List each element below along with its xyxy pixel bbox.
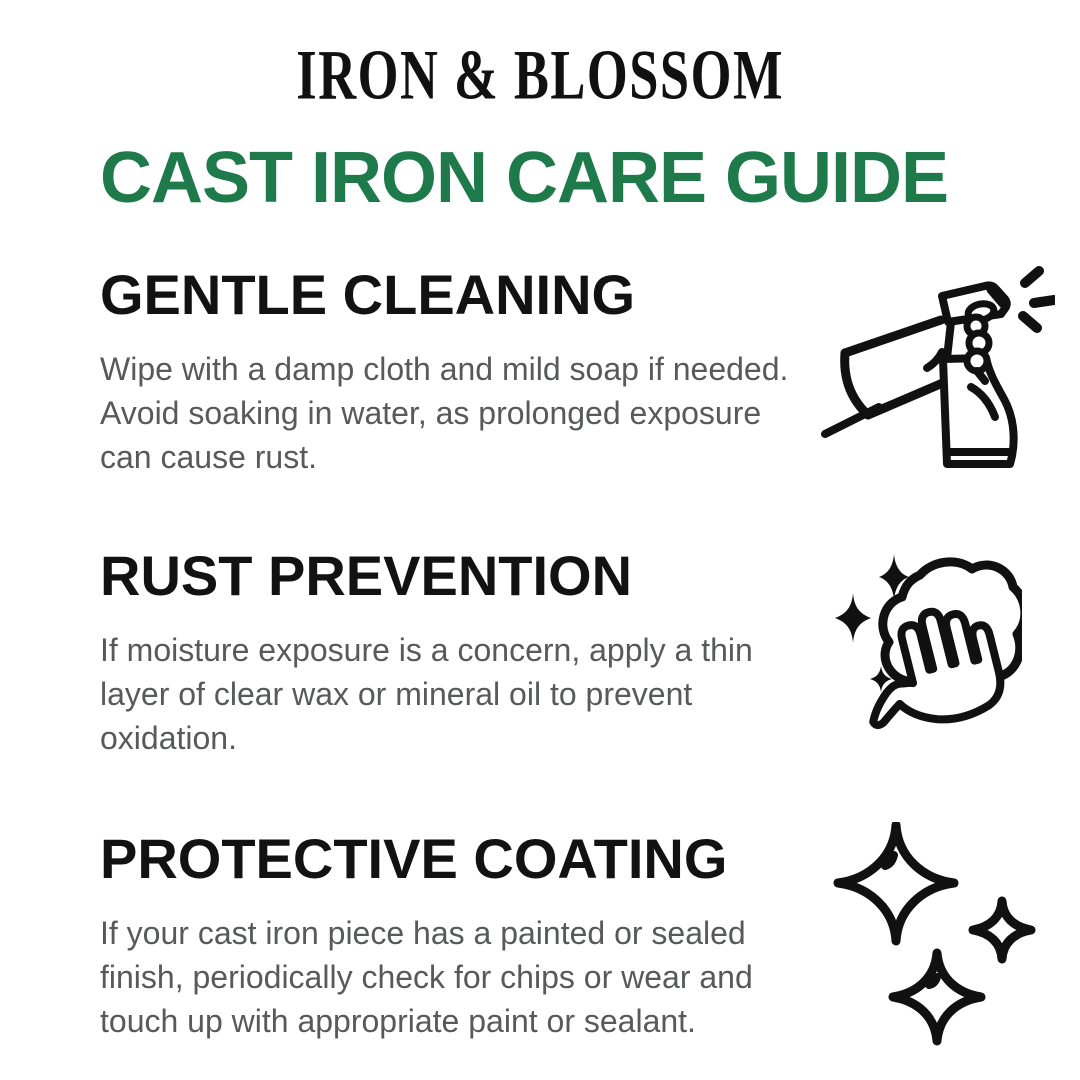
page-title: CAST IRON CARE GUIDE xyxy=(100,138,949,218)
section-heading: PROTECTIVE COATING xyxy=(100,826,728,890)
section-text xyxy=(100,263,815,479)
hand xyxy=(851,599,1008,734)
spray-burst xyxy=(1023,271,1054,328)
medium-sparkle xyxy=(893,953,981,1041)
brand-header xyxy=(70,36,1010,116)
hand-wiping-cloth-icon xyxy=(827,539,1022,734)
small-sparkle xyxy=(973,901,1031,959)
large-sparkle xyxy=(838,825,954,941)
section-body: Wipe with a damp cloth and mild soap if needed. Avoid soaking in water, as prolonged exposure can cause rust. xyxy=(100,350,789,475)
section-heading: RUST PREVENTION xyxy=(100,544,633,607)
arm-sleeve xyxy=(825,320,952,434)
section-rust-prevention xyxy=(100,544,1040,760)
section-heading: GENTLE CLEANING xyxy=(100,263,636,326)
spray-bottle-in-hand-icon xyxy=(815,266,1055,481)
brand-wordmark: IRON & BLOSSOM xyxy=(296,36,784,115)
section-text xyxy=(100,544,815,760)
sparkles-icon xyxy=(833,822,1048,1052)
section-protective-coating xyxy=(100,826,1040,1052)
small-sparkles xyxy=(835,554,909,692)
sections-list xyxy=(100,263,1040,1052)
section-text xyxy=(100,826,815,1043)
section-gentle-cleaning xyxy=(100,263,1040,481)
section-body: If moisture exposure is a concern, apply a thin layer of clear wax or mineral oil to prevent oxidation. xyxy=(100,631,753,756)
section-body: If your cast iron piece has a painted or sealed finish, periodically check for chips or wear and touch up with appropriate paint or sealant. xyxy=(100,914,753,1039)
